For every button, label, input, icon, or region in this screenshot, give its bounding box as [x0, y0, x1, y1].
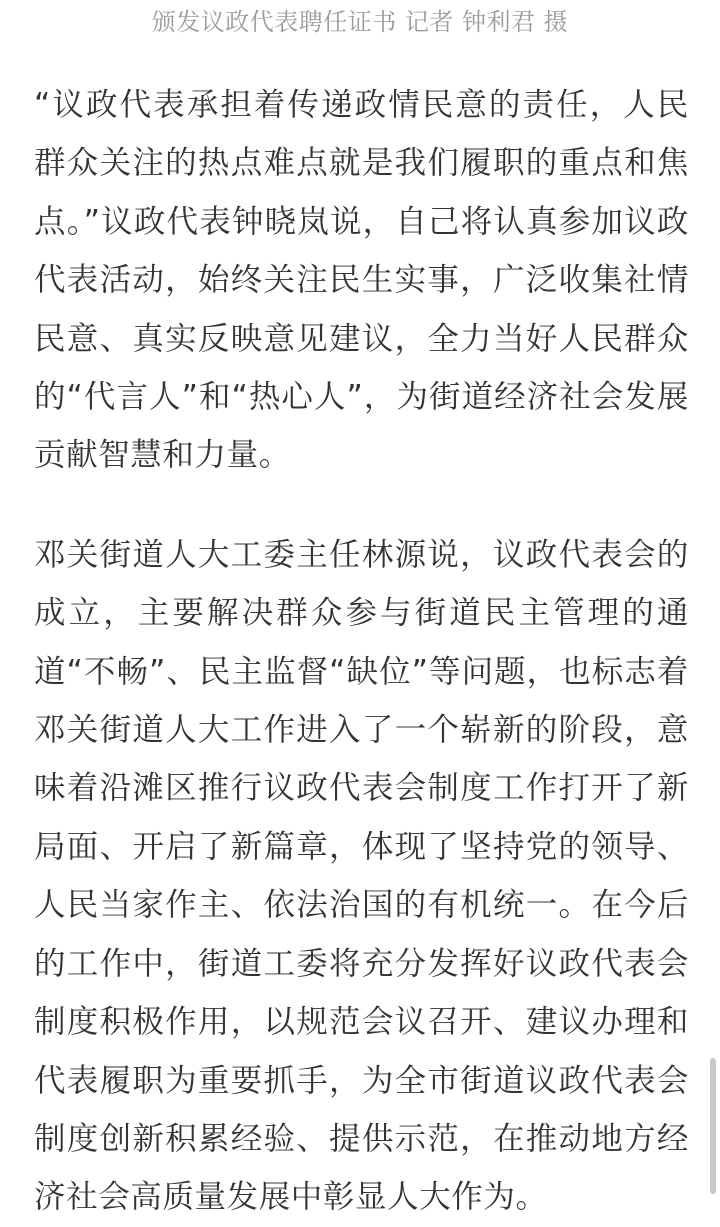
vertical-scrollbar[interactable]: [710, 1058, 716, 1194]
article-paragraph: “议政代表承担着传递政情民意的责任，人民群众关注的热点难点就是我们履职的重点和焦点。”议政代表钟晓岚说，自己将认真参加议政代表活动，始终关注民生实事，广泛收集社情民意、真实反映意见建议，全力当好人民群众的“代言人”和“热心人”，为街道经济社会发展贡献智慧和力量。: [34, 87, 689, 474]
article-paragraph: 邓关街道人大工委主任林源说，议政代表会的成立，主要解决群众参与街道民主管理的通道“不畅”、民主监督“缺位”等问题，也标志着邓关街道人大工作进入了一个崭新的阶段，意味着沿滩区推行议政代表会制度工作打开了新局面、开启了新篇章，体现了坚持党的领导、人民当家作主、依法治国的有机统一。在今后的工作中，街道工委将充分发挥好议政代表会制度积极作用，以规范会议召开、建议办理和代表履职为重要抓手，为全市街道议政代表会制度创新积累经验、提供示范，在推动地方经济社会高质量发展中彰显人大作为。: [34, 536, 689, 1216]
image-caption: 颁发议政代表聘任证书 记者 钟利君 摄: [151, 8, 569, 36]
article-body: [34, 76, 689, 1227]
